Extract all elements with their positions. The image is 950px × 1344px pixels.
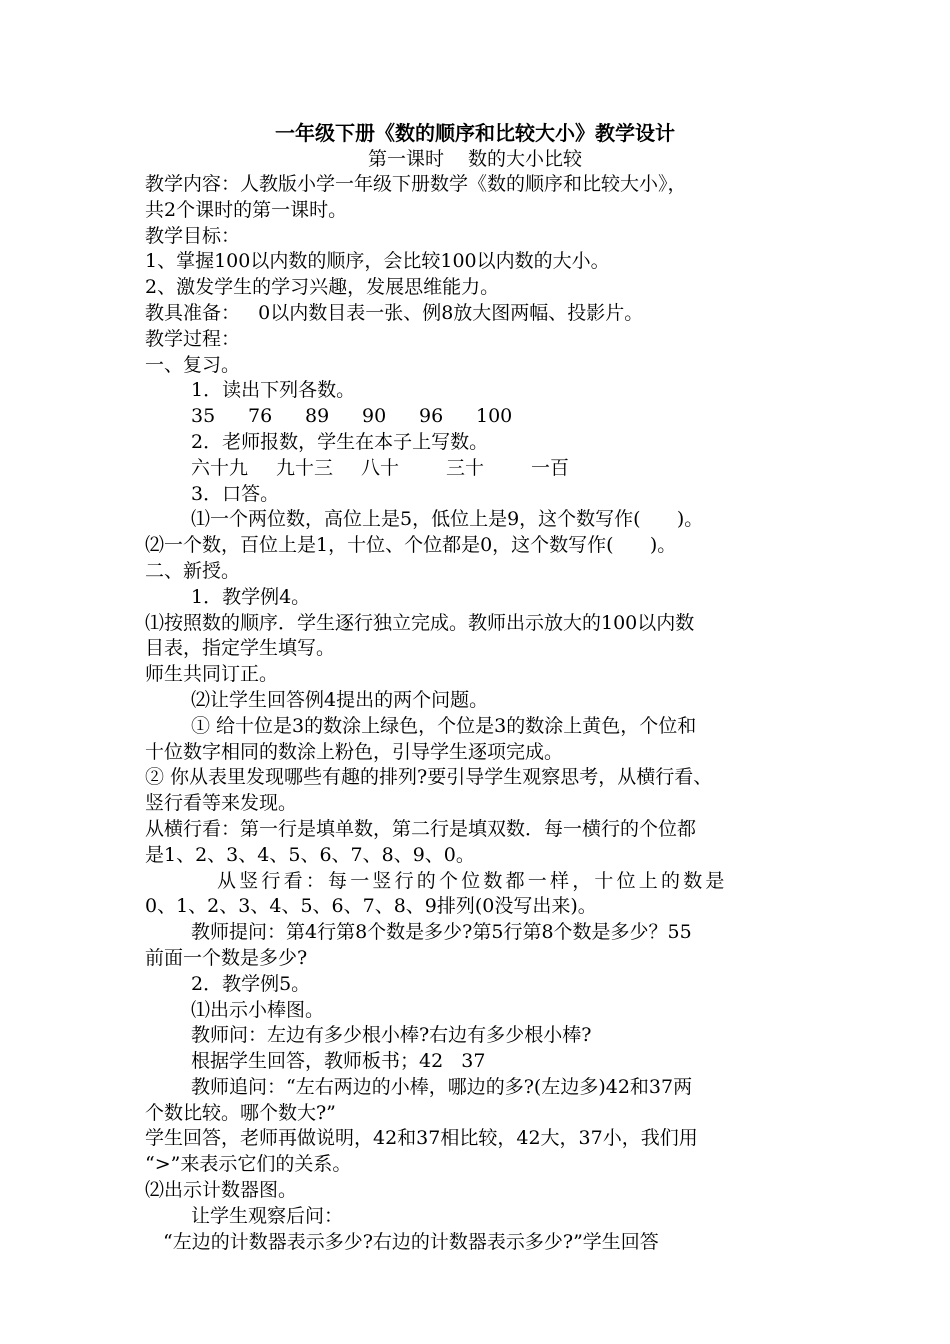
text-line: ⑴一个两位数，高位上是5，低位上是9，这个数写作( )。	[191, 508, 704, 531]
text-line: 1．读出下列各数。	[191, 379, 356, 402]
number-item: 96	[419, 405, 444, 428]
numbers-row	[145, 404, 813, 430]
text-line: 二、新授。	[145, 559, 241, 582]
text-line: 2、激发学生的学习兴趣，发展思维能力。	[145, 276, 500, 299]
text-line: 十位数字相同的数涂上粉色，引导学生逐项完成。	[145, 740, 564, 763]
number-item: 35	[191, 405, 216, 428]
text-line: 教师提问：第4行第8个数是多少?第5行第8个数是多少？55	[191, 921, 692, 944]
word-number-item: 九十三	[276, 456, 334, 479]
document-subtitle	[0, 146, 950, 172]
number-item: 89	[305, 405, 330, 428]
text-line: “左边的计数器表示多少?右边的计数器表示多少?”学生回答	[163, 1230, 659, 1253]
text-line: ⑴出示小棒图。	[191, 998, 325, 1021]
lesson-topic: 数的大小比较	[468, 148, 583, 170]
text-line: 2．老师报数，学生在本子上写数。	[191, 430, 489, 453]
text-line: 目表，指定学生填写。	[145, 637, 336, 660]
number-item: 76	[248, 405, 273, 428]
text-line: 教学目标：	[145, 224, 241, 247]
text-line: 2．教学例5。	[191, 972, 311, 995]
text-line: 教师追问：“左右两边的小棒，哪边的多?(左边多)42和37两	[191, 1075, 693, 1098]
text-line: 一、复习。	[145, 353, 241, 376]
text-line: 学生回答，老师再做说明，42和37相比较，42大，37小，我们用	[145, 1127, 698, 1150]
text-line: ② 你从表里发现哪些有趣的排列?要引导学生观察思考，从横行看、	[145, 766, 713, 789]
text-line: 竖行看等来发现。	[145, 792, 298, 815]
text-line: ⑴按照数的顺序．学生逐行独立完成。教师出示放大的100以内数	[145, 611, 695, 634]
text-line: 前面一个数是多少?	[145, 946, 308, 969]
text-line: ⑵一个数，百位上是1，十位、个位都是0，这个数写作( )。	[145, 534, 677, 557]
text-line: 1、掌握100以内数的顺序，会比较100以内数的大小。	[145, 250, 610, 273]
word-number-item: 八十	[361, 456, 400, 479]
text-line: 根据学生回答，教师板书；42 37	[191, 1050, 486, 1073]
words-row	[145, 456, 813, 482]
text-line: 教学内容：人教版小学一年级下册数学《数的顺序和比较大小》，	[145, 173, 687, 195]
text-line: 教学过程：	[145, 327, 241, 350]
text-line: 共2个课时的第一课时。	[145, 198, 348, 221]
document-body	[145, 172, 813, 1255]
word-number-item: 一百	[531, 456, 570, 479]
text-line: ⑵出示计数器图。	[145, 1179, 298, 1202]
word-number-item: 三十	[446, 456, 485, 479]
text-line: 从竖行看：每一竖行的个位数都一样，十位上的数是	[217, 869, 728, 892]
text-line: ⑵让学生回答例4提出的两个问题。	[191, 688, 489, 711]
document-title: 一年级下册《数的顺序和比较大小》教学设计	[275, 121, 675, 145]
text-line: 教具准备： 0以内数目表一张、例8放大图两幅、投影片。	[145, 301, 644, 324]
text-line: 1．教学例4。	[191, 585, 311, 608]
text-line: 从横行看：第一行是填单数，第二行是填双数．每一横行的个位都	[145, 817, 697, 840]
text-line: 让学生观察后问：	[191, 1204, 344, 1227]
lesson-number: 第一课时	[367, 148, 444, 170]
text-line: 3．口答。	[191, 482, 280, 505]
number-item: 100	[476, 405, 513, 428]
text-line: 是1、2、3、4、5、6、7、8、9、0。	[145, 843, 475, 866]
text-line: 0、1、2、3、4、5、6、7、8、9排列(0没写出来)。	[145, 895, 597, 918]
text-line: 师生共同订正。	[145, 663, 279, 686]
text-line: 教师问：左边有多少根小棒?右边有多少根小棒?	[191, 1024, 592, 1047]
word-number-item: 六十九	[191, 456, 249, 479]
text-line: “>”来表示它们的关系。	[145, 1153, 352, 1176]
number-item: 90	[362, 405, 387, 428]
text-line: 个数比较。哪个数大?”	[145, 1101, 336, 1124]
text-line: ① 给十位是3的数涂上绿色，个位是3的数涂上黄色，个位和	[191, 714, 697, 737]
